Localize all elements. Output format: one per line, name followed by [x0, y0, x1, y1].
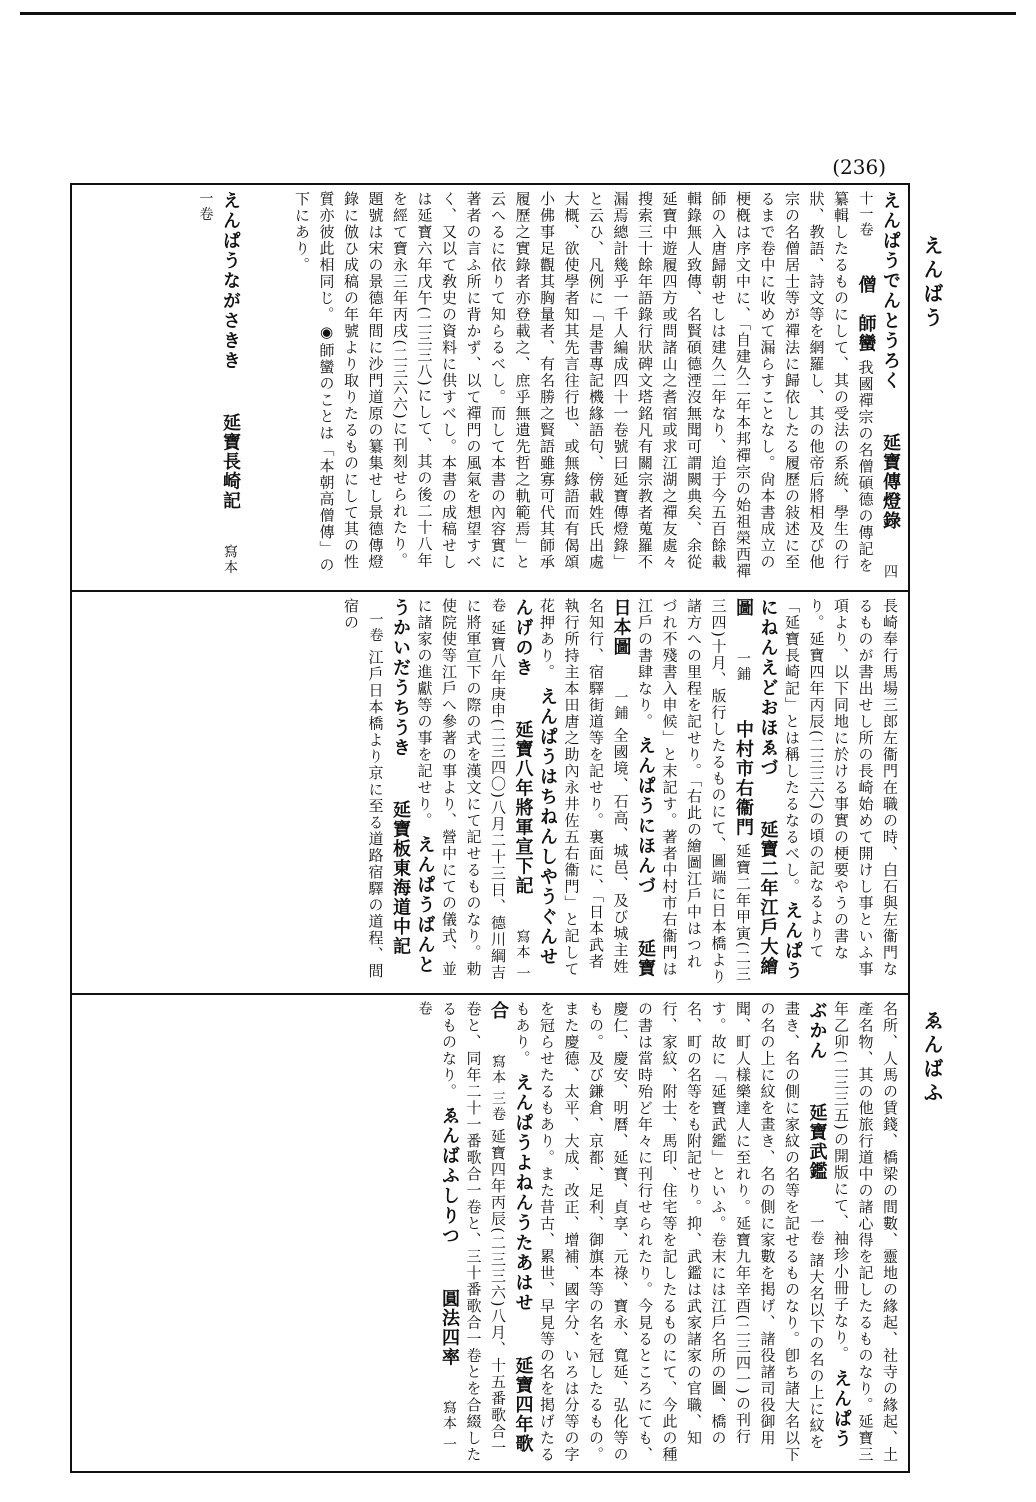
entry-enpou-dentouroku — [282, 185, 911, 589]
entry-heading: えんぱうぶかん — [806, 1001, 852, 1449]
top-rule — [20, 12, 1016, 15]
entry-title: 延寶二年江戶大繪圖 一鋪 中村市右衞門 — [733, 598, 779, 977]
entry-body: 我國禪宗の名僧碩德の傳記を纂輯したるものにして、其の受法の系統、學生の行狀、教語、詩文等を網羅し、其の他帝后將相及び他宗の名僧居士等が禪法に歸依したる履歷の敍述に至るまで卷中に收めて漏らすことなし。尙本書成立の梗槪は序文中に、「自建久二年本邦禪宗の始祖榮西禪師の入唐歸朝せしは建久二年なり、迨于今五百餘載輯錄無人致傳、名賢碩德湮沒無聞可謂闕典矣、余從延寶中遊履四方或問諸山之耆宿或求江湖之禪友處々搜索三十餘年語錄行狀碑文塔銘凡有關宗教者蒐羅不漏焉總計幾乎一千人編成四十一卷號曰延寶傳燈錄」と云ひ、凡例に「是書專記機緣語句、傍載姓氏出處大概、欲使學者知其先言往行也、或無緣語而有偈頌小佛事足觀其胸量者、有名勝之賢語雖寡可代其師承履歷之實錄者亦登載之、庶乎無遺先哲之軌範焉」と云へるに依りて知らるべし。而して本書の內容實に著者の言ふ所に背かず、以て禪門の風氣を想望すべく、又以て敎史の資料に供すべし。本書の成稿せしは延寶六年戊午(二三三八)にして、其の後二十八年を經て寶永三年丙戌(二三六六)に刊刻せられたり。題號は宋の景德年間に沙門道原の纂集せし景德傳燈錄に倣ひ成稿の年號より取りたるものにして其の性質亦彼此相同じ。◉師蠻のことは「本朝高僧傳」の下にあり。 — [293, 191, 875, 580]
lower-band-text — [404, 995, 910, 1471]
entry-title: 延寶武鑑 一卷 — [806, 1103, 828, 1246]
entry-body: 長崎奉行馬場三郎左衞門在職の時、白石與左衞門なるものが書出せし所の長崎始めて開けし事といふ事項より、以下同地に於ける事實の梗要やうの書なり。延寶四年丙辰(二三三六)の頃の記なるよりて「延寶長崎記」とは稱したるなるべし。 — [783, 598, 899, 978]
entry-title: 延寶長崎記 寫本 一卷 — [197, 191, 241, 576]
entry-body: 延寶八年庚申(二三四〇)八月二十三日、德川綱吉に將軍宣下の際の式を漢文にて記せるものなり。勅使院使等江戶へ參著の事より、營中にての儀式、並に諸家の進獻等の事を記せり。 — [415, 598, 507, 981]
entry-heading: えんぱうにほんづ — [635, 736, 656, 897]
entry-body: 江戶日本橋より京に至る道路宿驛の道程、間宿の — [342, 598, 385, 980]
entry-body: 全國境、石高、城邑、及び城主姓名知行、宿驛街道等を記せり。裏面に、「日本武者執行所持主本田唐之助內永井佐五右衞門」と記して花押あり。 — [538, 598, 630, 978]
entry-enpou-nagasakiki — [70, 185, 250, 589]
lower-band — [70, 995, 910, 1471]
entry-heading: えんぱうはちねんしやうぐんせんげのき — [512, 598, 558, 967]
entry-title: 延寶八年將軍宣下記 寫本 一卷 — [490, 598, 534, 982]
entry-heading: ゑんばふしりつ — [439, 1106, 460, 1247]
entry-body: 名所、人馬の賃錢、橋梁の間數、靈地の緣起、社寺の緣起、土產名物、其の他旅行道中の諸心得を記したるものなり。延寶三年乙卯(二三三五)の開版にて、袖珍小冊子なり。 — [832, 1001, 899, 1463]
entry-body: 延寶二年甲寅(二三三四)十月、版行したるものにて、圖端に日本橋より諸方への里程を記せり。「右此の繪圖江戶中はつれづれ不殘書入申候」と末記す。著者中村市右衞門は江戶の書肆なり。 — [636, 598, 752, 985]
entry-heading: えんぱうでんとうろく — [880, 191, 901, 391]
upper-band — [70, 185, 910, 589]
running-head-enbau: えんばう — [920, 235, 944, 331]
entry-heading: えんぱうばんとうかいだうちうき — [390, 598, 436, 976]
entry-body: 諸大名以下の名の上に紋を畫き、名の側に家紋の名等を記せるものなり。卽ち諸大名以下の名の上に紋を畫き、名の側に家數を掲げ、諸役諸司役御用聞、町人樣樂達人に至れり。延寶九年辛酉(二三四一)の刊行す。故に「延寶武鑑」といふ。卷末には江戶名所の圖、橋の名、町の名等をも附記せり。抑、武鑑は武家諸家の官職、知行、家紋、附士、馬印、住宅等を記したるものにて、今此の種の書は當時殆ど年々に刊行せられたり。今見るところにても、慶仁、慶安、明曆、延寶、貞享、元祿、寶永、寬延、弘化等のもの。及び鎌倉、京都、足利、御旗本等の名を冠したるもの。また慶德、太平、大成、改正、增補、國字分、いろは分等の字を冠らせたるもあり。また昔古、累世、早見等の名を掲げたるもあり。 — [513, 1001, 826, 1463]
entry-body: 延寶四年丙辰(二三三六)八月、十五番歌合一卷と、同年二十一番歌合一卷と、三十番歌合一卷とを合綴したるものなり。 — [440, 1001, 507, 1463]
entry-title: 圓法四率 寫本 一卷 — [416, 1001, 460, 1453]
entry-heading: えんぱうにねんえどおほゑづ — [757, 598, 803, 982]
middle-band — [70, 592, 910, 992]
entry-heading: えんぱうながさきき — [220, 191, 241, 371]
entry-title: 延寶板東海道中記 一卷 — [367, 612, 411, 957]
entry-heading: えんぱうよねんうたあはせ — [512, 1073, 534, 1314]
running-head-wenbafu: ゑんばふ — [920, 1010, 944, 1106]
entry-title: 延寶四年歌合 寫本 三卷 — [488, 1001, 534, 1454]
entry-title: 延寶傳燈錄 四十一卷 僧 師蠻 — [855, 191, 901, 580]
page-number: (236) — [832, 155, 886, 179]
entry-title: 延寶日本圖 一鋪 — [610, 598, 656, 978]
middle-band-text — [331, 592, 911, 992]
